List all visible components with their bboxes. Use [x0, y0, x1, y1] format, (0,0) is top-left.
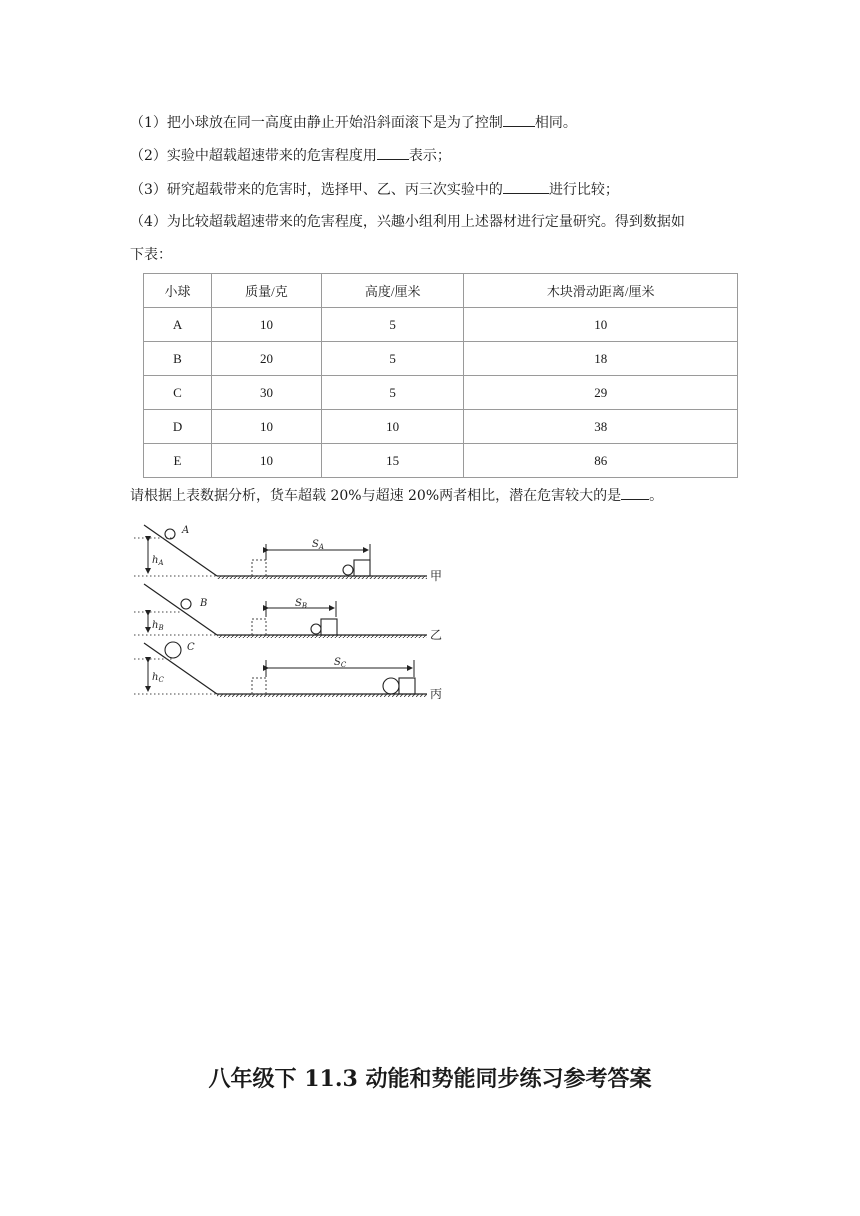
table-cell: 18 [464, 342, 738, 376]
table-row [144, 342, 738, 376]
table-cell: 38 [464, 410, 738, 444]
setup-jia [134, 525, 442, 583]
answer-blank [503, 179, 549, 194]
table-cell: 10 [212, 308, 322, 342]
question-4-line-2: 下表： [130, 247, 172, 263]
table-row [144, 444, 738, 478]
distance-label: $S_B$ [295, 598, 308, 610]
table-cell: 5 [321, 342, 464, 376]
question-5-text: 请根据上表数据分析，货车超载 20%与超速 20%两者相比，潜在危害较大的是 [130, 488, 622, 504]
height-label: $h_A$ [152, 555, 164, 567]
table-row [144, 376, 738, 410]
question-5 [130, 485, 663, 506]
table-cell: C [144, 376, 212, 410]
distance-label: $S_C$ [334, 657, 347, 669]
table-cell: 5 [321, 308, 464, 342]
question-4-line-1: （4）为比较超载超速带来的危害程度，兴趣小组利用上述器材进行定量研究。得到数据如 [130, 214, 685, 230]
table-header: 小球 [144, 274, 212, 308]
table-cell: 30 [212, 376, 322, 410]
question-2-tail: 表示； [408, 148, 451, 164]
table-cell: 10 [321, 410, 464, 444]
ball-label: A [182, 525, 190, 536]
question-3-text: （3）研究超载带来的危害时，选择甲、乙、丙三次实验中的 [130, 182, 503, 198]
height-label: $h_C$ [152, 672, 164, 684]
table-cell: B [144, 342, 212, 376]
question-1-text: （1）把小球放在同一高度由静止开始沿斜面滚下是为了控制 [130, 115, 503, 131]
answer-section-title: 八年级下 11.3 动能和势能同步练习参考答案 [208, 1066, 652, 1092]
answer-blank [503, 112, 535, 127]
table-cell: 15 [321, 444, 464, 478]
question-2-text: （2）实验中超载超速带来的危害程度用 [130, 148, 377, 164]
table-cell: 20 [212, 342, 322, 376]
table-cell: D [144, 410, 212, 444]
table-cell: 10 [464, 308, 738, 342]
question-3 [130, 179, 619, 200]
table-header: 木块滑动距离/厘米 [464, 274, 738, 308]
answer-blank [377, 145, 409, 160]
table-cell: 10 [212, 444, 322, 478]
table-cell: A [144, 308, 212, 342]
question-5-tail: 。 [649, 488, 664, 504]
table-header: 质量/克 [212, 274, 322, 308]
question-3-tail: 进行比较； [548, 182, 619, 198]
ball-label: C [187, 642, 195, 653]
table-cell: E [144, 444, 212, 478]
table-cell: 86 [464, 444, 738, 478]
table-cell: 10 [212, 410, 322, 444]
setup-label: 甲 [430, 569, 443, 583]
data-table [143, 273, 738, 478]
question-1 [130, 112, 577, 133]
height-label: $h_B$ [152, 620, 164, 632]
answer-blank [621, 485, 649, 500]
setup-label: 丙 [430, 687, 443, 701]
distance-label: $S_A$ [312, 539, 324, 551]
table-header-row [144, 274, 738, 308]
table-cell: 5 [321, 376, 464, 410]
setup-bing [134, 642, 442, 701]
table-row [144, 308, 738, 342]
experiment-figure [132, 517, 452, 709]
ball-label: B [200, 598, 208, 609]
question-2 [130, 145, 451, 166]
setup-label: 乙 [430, 628, 443, 642]
setup-yi [134, 584, 442, 642]
table-cell: 29 [464, 376, 738, 410]
table-row [144, 410, 738, 444]
table-header: 高度/厘米 [321, 274, 464, 308]
question-1-tail: 相同。 [534, 115, 577, 131]
